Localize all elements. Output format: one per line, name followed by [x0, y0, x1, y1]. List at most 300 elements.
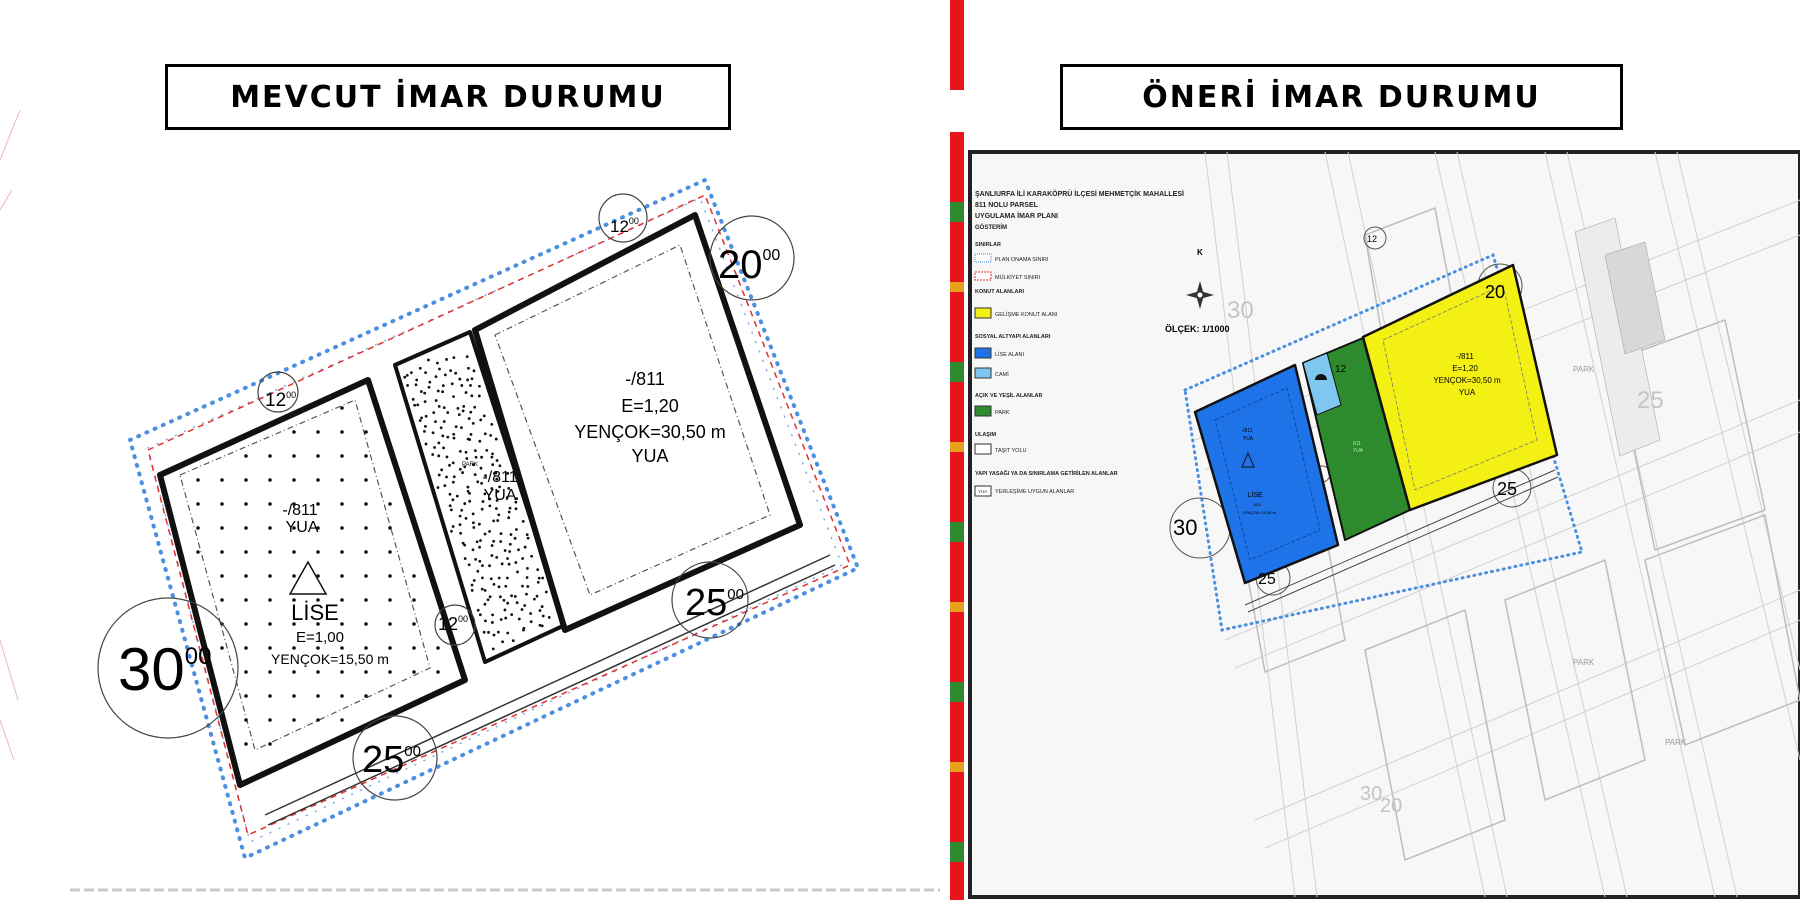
school-parcel-use: YUA: [1242, 436, 1254, 442]
legend-section: SINIRLAR: [975, 242, 1001, 248]
pattern-dot: [485, 449, 488, 452]
pattern-dot: [425, 415, 428, 418]
parcel-residential-e: E=1,20: [1452, 364, 1478, 373]
pattern-dot: [509, 543, 512, 546]
pattern-dot: [466, 355, 469, 358]
pattern-dot: [268, 622, 272, 626]
pattern-dot: [268, 526, 272, 530]
pattern-dot: [268, 742, 272, 746]
pattern-dot: [433, 446, 436, 449]
school-parcel-sub: -/811: [1252, 502, 1262, 507]
pattern-dot: [268, 454, 272, 458]
pattern-dot: [484, 533, 487, 536]
pattern-dot: [244, 454, 248, 458]
pattern-dot: [459, 532, 462, 535]
pattern-dot: [268, 550, 272, 554]
park-strip-id: -/811: [482, 469, 518, 486]
pattern-dot: [471, 377, 474, 380]
pattern-dot: [496, 459, 499, 462]
pattern-dot: [437, 486, 440, 489]
pattern-dot: [244, 646, 248, 650]
school-parcel-id: -/811: [282, 502, 318, 519]
pattern-dot: [388, 574, 392, 578]
pattern-dot: [364, 622, 368, 626]
pattern-dot: [503, 599, 506, 602]
pattern-dot: [504, 617, 507, 620]
pattern-dot: [483, 414, 486, 417]
pattern-dot: [220, 598, 224, 602]
pattern-dot: [364, 574, 368, 578]
parcel-residential-use: YUA: [631, 446, 669, 466]
parcel-residential-id: -/811: [1456, 352, 1474, 361]
pattern-dot: [526, 533, 529, 536]
pattern-dot: [516, 601, 519, 604]
pattern-dot: [492, 540, 495, 543]
legend-item: GELİŞME KONUT ALANI: [995, 312, 1058, 318]
pattern-dot: [521, 585, 524, 588]
pattern-dot: [491, 613, 494, 616]
legend-section: AÇIK VE YEŞİL ALANLAR: [975, 393, 1043, 399]
pattern-dot: [316, 718, 320, 722]
pattern-dot: [501, 562, 504, 565]
pattern-dot: [424, 425, 427, 428]
pattern-dot: [196, 478, 200, 482]
pattern-dot: [504, 549, 507, 552]
pattern-dot: [196, 502, 200, 506]
pattern-dot: [428, 381, 431, 384]
pattern-dot: [460, 384, 463, 387]
pattern-dot: [491, 621, 494, 624]
pattern-dot: [474, 558, 477, 561]
pattern-dot: [523, 627, 526, 630]
pattern-dot: [220, 478, 224, 482]
pattern-dot: [340, 526, 344, 530]
pattern-dot: [478, 523, 481, 526]
pattern-dot: [508, 511, 511, 514]
pattern-dot: [541, 605, 544, 608]
pattern-dot: [476, 570, 479, 573]
legend-item: TAŞIT YOLU: [995, 448, 1027, 454]
pattern-dot: [340, 478, 344, 482]
pattern-dot: [427, 359, 430, 362]
pattern-dot: [489, 595, 492, 598]
pattern-dot: [460, 426, 463, 429]
pattern-dot: [462, 410, 465, 413]
map-scale: ÖLÇEK: 1/1000: [1165, 324, 1230, 334]
school-parcel-id: -/811: [1241, 428, 1253, 434]
legend-item: PLAN ONAMA SINIRI: [995, 257, 1049, 263]
pattern-dot: [364, 526, 368, 530]
pattern-dot: [515, 507, 518, 510]
pattern-dot: [541, 624, 544, 627]
pattern-dot: [364, 454, 368, 458]
pattern-dot: [536, 595, 539, 598]
pattern-dot: [415, 383, 418, 386]
pattern-dot: [533, 598, 536, 601]
pattern-dot: [460, 509, 463, 512]
pattern-dot: [444, 374, 447, 377]
pattern-dot: [530, 555, 533, 558]
divider-gap: [950, 90, 964, 132]
pattern-dot: [244, 718, 248, 722]
pattern-dot: [506, 602, 509, 605]
pattern-dot: [438, 368, 441, 371]
pattern-dot: [518, 618, 521, 621]
pattern-dot: [507, 516, 510, 519]
pattern-dot: [450, 509, 453, 512]
pattern-dot: [484, 619, 487, 622]
pattern-dot: [442, 384, 445, 387]
pattern-dot: [493, 583, 496, 586]
pattern-dot: [480, 456, 483, 459]
pattern-dot: [468, 500, 471, 503]
pattern-dot: [420, 390, 423, 393]
pattern-dot: [512, 639, 515, 642]
pattern-dot: [474, 449, 477, 452]
pattern-dot: [452, 481, 455, 484]
pattern-dot: [537, 581, 540, 584]
pattern-dot: [438, 474, 441, 477]
bg-park-label: PARK: [1573, 658, 1595, 667]
pattern-dot: [244, 694, 248, 698]
pattern-dot: [437, 441, 440, 444]
park-strip-use: YUA: [483, 487, 517, 504]
pattern-dot: [435, 399, 438, 402]
road-label: $12^{00}$: [265, 390, 297, 411]
pattern-dot: [473, 579, 476, 582]
pattern-dot: [340, 574, 344, 578]
pattern-dot: [541, 577, 544, 580]
pattern-dot: [292, 550, 296, 554]
pattern-dot: [244, 598, 248, 602]
pattern-dot: [509, 507, 512, 510]
pattern-dot: [340, 718, 344, 722]
proposed-zoning-title: ÖNERİ İMAR DURUMU: [1060, 64, 1623, 130]
pattern-dot: [514, 595, 517, 598]
pattern-dot: [472, 422, 475, 425]
pattern-dot: [425, 443, 428, 446]
park-strip-label: PARK: [462, 462, 478, 468]
legend-swatch-park: [975, 406, 991, 416]
pattern-dot: [449, 369, 452, 372]
pattern-dot: [424, 400, 427, 403]
pattern-dot: [458, 413, 461, 416]
pattern-dot: [364, 478, 368, 482]
pattern-dot: [340, 550, 344, 554]
pattern-dot: [292, 454, 296, 458]
pattern-dot: [521, 557, 524, 560]
pattern-dot: [244, 478, 248, 482]
pattern-dot: [457, 407, 460, 410]
pattern-dot: [442, 447, 445, 450]
pattern-dot: [459, 450, 462, 453]
pattern-dot: [526, 585, 529, 588]
pattern-dot: [488, 530, 491, 533]
pattern-dot: [406, 384, 409, 387]
pattern-dot: [364, 550, 368, 554]
pattern-dot: [510, 594, 513, 597]
pattern-dot: [499, 540, 502, 543]
pattern-dot: [465, 517, 468, 520]
pattern-dot: [465, 391, 468, 394]
pattern-dot: [497, 513, 500, 516]
legend-swatch-road: [975, 444, 991, 454]
pattern-dot: [476, 540, 479, 543]
pattern-dot: [490, 423, 493, 426]
pattern-dot: [423, 430, 426, 433]
parcel-residential-e: E=1,20: [621, 396, 679, 416]
pattern-dot: [445, 476, 448, 479]
pattern-dot: [468, 417, 471, 420]
pattern-dot: [479, 418, 482, 421]
pattern-dot: [412, 646, 416, 650]
pattern-dot: [451, 382, 454, 385]
pattern-dot: [542, 615, 545, 618]
pattern-dot: [340, 430, 344, 434]
pattern-dot: [483, 631, 486, 634]
pattern-dot: [506, 577, 509, 580]
pattern-dot: [440, 468, 443, 471]
pattern-dot: [316, 646, 320, 650]
pattern-dot: [436, 646, 440, 650]
pattern-dot: [419, 419, 422, 422]
pattern-dot: [432, 431, 435, 434]
pattern-dot: [220, 646, 224, 650]
pattern-dot: [268, 574, 272, 578]
pattern-dot: [487, 598, 490, 601]
pattern-dot: [364, 670, 368, 674]
park-strip-use: YUA: [1352, 448, 1364, 454]
pattern-dot: [498, 585, 501, 588]
legend-heading-4: GÖSTERİM: [975, 225, 1008, 231]
pattern-dot: [536, 568, 539, 571]
pattern-dot: [431, 453, 434, 456]
pattern-dot: [529, 612, 532, 615]
divider-dashed: [950, 132, 964, 900]
pattern-dot: [459, 515, 462, 518]
road-label: $30^{00}$: [118, 636, 212, 703]
pattern-dot: [481, 576, 484, 579]
legend-section: KONUT ALANLARI: [975, 289, 1024, 295]
pattern-dot: [435, 375, 438, 378]
school-parcel-yencok: YENÇOK=15,50 m: [1242, 510, 1276, 515]
pattern-dot: [316, 478, 320, 482]
pattern-dot: [462, 405, 465, 408]
pattern-dot: [453, 437, 456, 440]
pattern-dot: [316, 670, 320, 674]
pattern-dot: [445, 358, 448, 361]
pattern-dot: [412, 398, 415, 401]
pattern-dot: [446, 436, 449, 439]
pattern-dot: [340, 502, 344, 506]
pattern-dot: [340, 646, 344, 650]
pattern-dot: [388, 622, 392, 626]
pattern-dot: [244, 622, 248, 626]
parcel-residential-yencok: YENÇOK=30,50 m: [1433, 376, 1501, 385]
pattern-dot: [472, 548, 475, 551]
pattern-dot: [524, 546, 527, 549]
pattern-dot: [438, 405, 441, 408]
bg-road-label: 25: [1637, 387, 1664, 414]
pattern-dot: [364, 598, 368, 602]
legend-swatch-residential: [975, 308, 991, 318]
pattern-dot: [530, 620, 533, 623]
pattern-dot: [451, 498, 454, 501]
pattern-dot: [364, 694, 368, 698]
pattern-dot: [449, 493, 452, 496]
pattern-dot: [459, 523, 462, 526]
pattern-dot: [470, 394, 473, 397]
pattern-dot: [364, 430, 368, 434]
pattern-dot: [510, 533, 513, 536]
pattern-dot: [441, 435, 444, 438]
pattern-dot: [491, 554, 494, 557]
legend-item: LİSE ALANI: [995, 352, 1025, 358]
pattern-dot: [484, 603, 487, 606]
pattern-dot: [506, 632, 509, 635]
legend-item: MÜLKİYET SINIRI: [995, 275, 1041, 281]
pattern-dot: [340, 406, 344, 410]
bg-park-label: PARK: [1573, 365, 1595, 374]
pattern-dot: [268, 502, 272, 506]
pattern-dot: [448, 464, 451, 467]
pattern-dot: [413, 404, 416, 407]
pattern-dot: [527, 537, 530, 540]
pattern-dot: [500, 618, 503, 621]
pattern-dot: [484, 432, 487, 435]
pattern-dot: [497, 631, 500, 634]
pattern-dot: [437, 454, 440, 457]
road-label: 30: [1173, 515, 1198, 540]
pattern-dot: [410, 371, 413, 374]
road-label: $25^{00}$: [685, 582, 744, 624]
bg-road-label: 30: [1227, 297, 1254, 324]
road-label: 25: [1497, 479, 1518, 499]
pattern-dot: [484, 589, 487, 592]
pattern-dot: [196, 526, 200, 530]
pattern-dot: [523, 604, 526, 607]
pattern-dot: [501, 640, 504, 643]
pattern-dot: [220, 526, 224, 530]
pattern-dot: [440, 426, 443, 429]
pattern-dot: [424, 371, 427, 374]
pattern-dot: [432, 411, 435, 414]
pattern-dot: [412, 622, 416, 626]
pattern-dot: [441, 390, 444, 393]
legend-heading-1: ŞANLIURFA İLİ KARAKÖPRÜ İLÇESİ MEHMETÇİK MAHALLESİ: [975, 191, 1184, 198]
pattern-dot: [471, 589, 474, 592]
pattern-dot: [340, 598, 344, 602]
pattern-dot: [479, 539, 482, 542]
pattern-dot: [474, 473, 477, 476]
pattern-dot: [452, 356, 455, 359]
pattern-dot: [436, 362, 439, 365]
legend-heading-2: 811 NOLU PARSEL: [975, 202, 1038, 209]
pattern-dot: [443, 420, 446, 423]
pattern-dot: [469, 384, 472, 387]
pattern-dot: [443, 484, 446, 487]
pattern-dot: [498, 464, 501, 467]
divider-red-top: [950, 0, 964, 90]
pattern-dot: [268, 694, 272, 698]
pattern-dot: [471, 584, 474, 587]
pattern-dot: [292, 646, 296, 650]
road-label: $25^{00}$: [362, 739, 421, 781]
pattern-dot: [450, 530, 453, 533]
pattern-dot: [491, 544, 494, 547]
proposed-zoning-panel: [965, 0, 1800, 900]
edge-fragments: [0, 110, 20, 760]
pattern-dot: [268, 478, 272, 482]
pattern-dot: [388, 526, 392, 530]
pattern-dot: [452, 395, 455, 398]
bg-park-label: PARK: [1665, 738, 1687, 747]
pattern-dot: [220, 550, 224, 554]
road-label: $20^{00}$: [718, 243, 781, 287]
pattern-dot: [316, 550, 320, 554]
pattern-dot: [419, 367, 422, 370]
pattern-dot: [452, 433, 455, 436]
pattern-dot: [244, 502, 248, 506]
pattern-dot: [514, 537, 517, 540]
pattern-dot: [268, 670, 272, 674]
pattern-dot: [428, 386, 431, 389]
pattern-dot: [492, 647, 495, 650]
pattern-dot: [481, 508, 484, 511]
pattern-dot: [510, 613, 513, 616]
pattern-dot: [340, 454, 344, 458]
school-parcel-yencok: YENÇOK=15,50 m: [271, 651, 389, 667]
legend-swatch-mosque: [975, 368, 991, 378]
pattern-dot: [514, 561, 517, 564]
bg-road-label: 30: [1360, 783, 1383, 805]
pattern-dot: [415, 379, 418, 382]
pattern-dot: [491, 453, 494, 456]
pattern-dot: [463, 502, 466, 505]
pattern-dot: [478, 560, 481, 563]
pattern-dot: [316, 430, 320, 434]
pattern-dot: [526, 567, 529, 570]
pattern-dot: [508, 563, 511, 566]
pattern-dot: [244, 742, 248, 746]
pattern-dot: [340, 670, 344, 674]
pattern-dot: [459, 468, 462, 471]
pattern-dot: [467, 367, 470, 370]
pattern-dot: [423, 392, 426, 395]
pattern-dot: [452, 461, 455, 464]
legend-swatch-school: [975, 348, 991, 358]
pattern-dot: [406, 374, 409, 377]
proposed-zoning-map: [965, 0, 1800, 900]
pattern-dot: [454, 372, 457, 375]
legend-section: YAPI YASAĞI YA DA SINIRLAMA GETİRİLEN ALANLAR: [975, 471, 1118, 477]
pattern-dot: [468, 492, 471, 495]
park-strip-id: 811: [1353, 441, 1361, 447]
pattern-dot: [472, 521, 475, 524]
pattern-dot: [244, 550, 248, 554]
pattern-dot: [466, 378, 469, 381]
school-parcel-use: YUA: [285, 519, 319, 536]
pattern-dot: [461, 471, 464, 474]
pattern-dot: [465, 457, 468, 460]
pattern-dot: [487, 631, 490, 634]
pattern-dot: [268, 718, 272, 722]
road-label: 25: [1258, 571, 1276, 588]
pattern-dot: [470, 433, 473, 436]
pattern-dot: [456, 495, 459, 498]
pattern-dot: [463, 544, 466, 547]
pattern-dot: [521, 608, 524, 611]
